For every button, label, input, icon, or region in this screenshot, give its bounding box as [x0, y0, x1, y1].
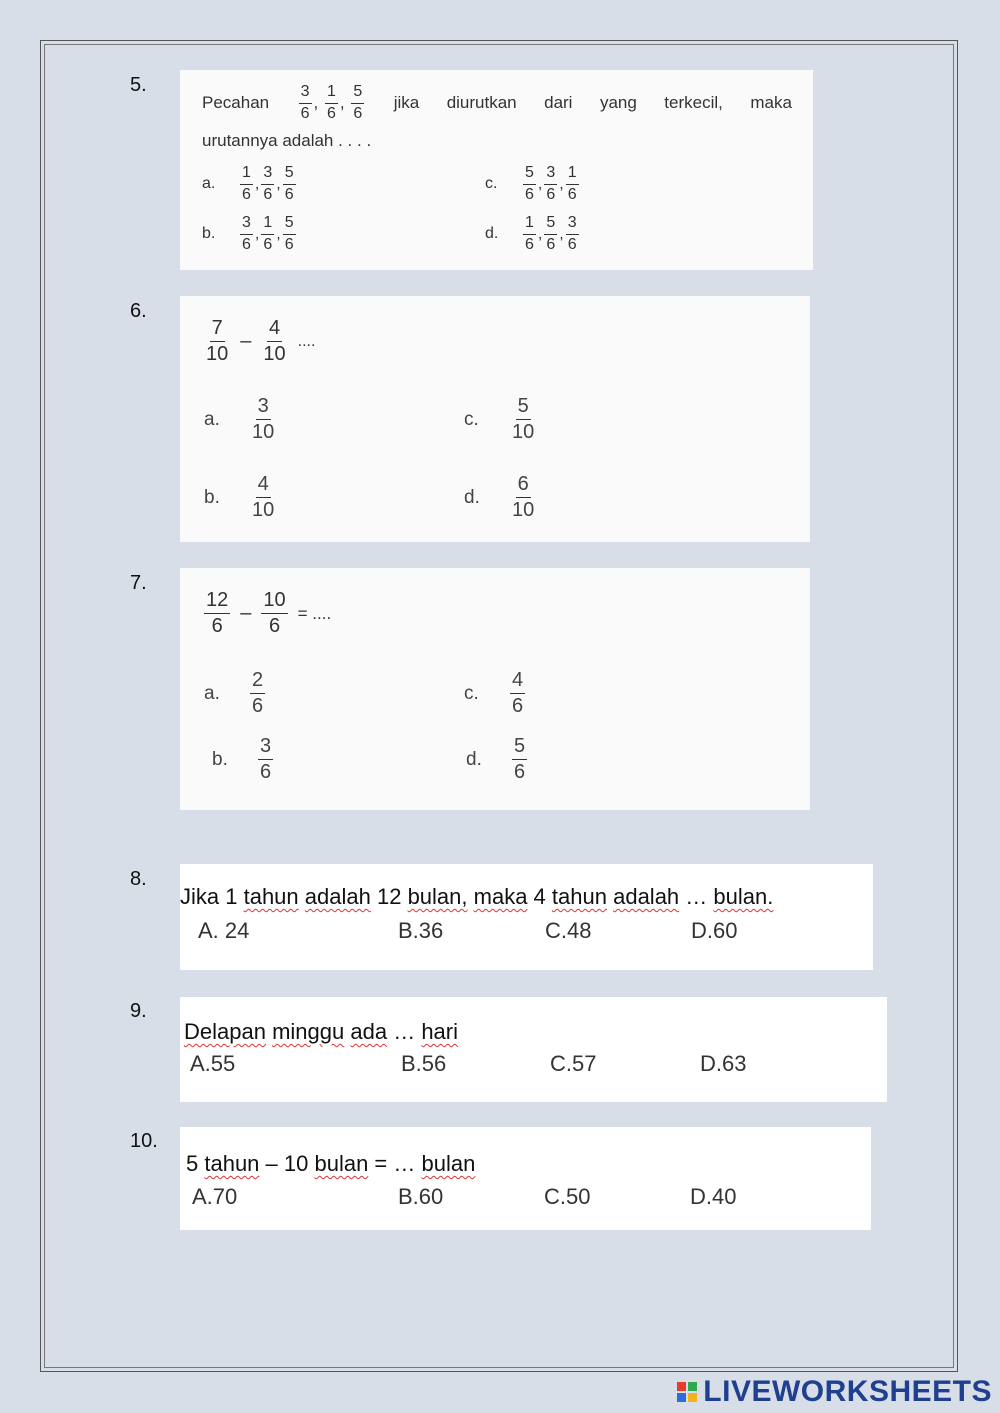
fraction: $\frac{7}{10}$	[206, 317, 229, 365]
choice-d[interactable]: D.60	[691, 918, 738, 943]
q5-word: diurutkan	[446, 93, 517, 113]
q5-word: terkecil,	[664, 93, 723, 113]
option-a[interactable]: a. $\frac{1}{6}$ , $\frac{3}{6}$ , $\frac{5}{6}$	[202, 164, 294, 203]
question-number-10: 10.	[130, 1130, 158, 1152]
choice-a[interactable]: A.55	[190, 1051, 236, 1076]
icon-square	[677, 1393, 686, 1402]
question-number-9: 9.	[130, 1000, 147, 1022]
question-10-text: 5 tahun – 10 bulan = … bulan	[186, 1151, 476, 1176]
choice-d[interactable]: D.40	[690, 1184, 737, 1209]
option-b[interactable]: b. $\frac{3}{6}$	[212, 735, 272, 783]
question-5-card	[180, 70, 813, 270]
brand-name: LIVEWORKSHEETS	[703, 1375, 992, 1408]
choice-a[interactable]: A.70	[192, 1184, 238, 1209]
question-5-stem	[202, 84, 792, 151]
question-6-expression: $\frac{7}{10}$ – $\frac{4}{10}$ ....	[206, 317, 316, 365]
fraction: $\frac{12}{6}$	[206, 589, 229, 637]
choice-c[interactable]: C.57	[550, 1051, 597, 1076]
choice-d[interactable]: D.63	[700, 1051, 747, 1076]
q5-word: Pecahan	[202, 93, 270, 113]
fraction: $\frac{1}{6}$	[326, 83, 336, 122]
question-9-card	[180, 997, 887, 1102]
option-d[interactable]: d. $\frac{6}{10}$	[464, 473, 535, 521]
option-a[interactable]: a. $\frac{2}{6}$	[204, 669, 264, 717]
option-d[interactable]: d. $\frac{5}{6}$	[466, 735, 526, 783]
q5-word: jika	[393, 93, 420, 113]
option-c[interactable]: c. $\frac{5}{6}$ , $\frac{3}{6}$ , $\frac{1}{6}$	[485, 164, 577, 203]
choice-a[interactable]: A. 24	[198, 918, 250, 943]
question-number-7: 7.	[130, 572, 147, 594]
q5-word: maka	[750, 93, 792, 113]
question-number-5: 5.	[130, 74, 147, 96]
option-c[interactable]: c. $\frac{4}{6}$	[464, 669, 524, 717]
icon-square	[688, 1382, 697, 1391]
liveworksheets-logo	[677, 1375, 992, 1409]
option-b[interactable]: b. $\frac{3}{6}$ , $\frac{1}{6}$ , $\frac{5}{6}$	[202, 214, 294, 253]
q5-word: yang	[599, 93, 637, 113]
fraction: $\frac{4}{10}$	[263, 317, 286, 365]
fraction: $\frac{3}{6}$	[300, 83, 310, 122]
icon-square	[688, 1393, 697, 1402]
option-c[interactable]: c. $\frac{5}{10}$	[464, 395, 535, 443]
icon-square	[677, 1382, 686, 1391]
fraction: $\frac{5}{6}$	[353, 83, 363, 122]
option-a[interactable]: a. $\frac{3}{10}$	[204, 395, 275, 443]
question-8-card	[180, 864, 873, 970]
choice-b[interactable]: B.36	[398, 918, 444, 943]
question-10-card	[180, 1127, 871, 1230]
fraction: $\frac{10}{6}$	[263, 589, 286, 637]
choice-b[interactable]: B.60	[398, 1184, 444, 1209]
choice-b[interactable]: B.56	[401, 1051, 447, 1076]
q5-word: dari	[544, 93, 573, 113]
q5-stem-fractions: $\frac{3}{6}$ , $\frac{1}{6}$ , $\frac{5}{6}$	[300, 83, 363, 122]
question-7-card	[180, 568, 810, 810]
question-number-6: 6.	[130, 300, 147, 322]
option-b[interactable]: b. $\frac{4}{10}$	[204, 473, 275, 521]
question-8-text: Jika 1 tahun adalah 12 bulan, maka 4 tahun adalah … bulan.	[180, 884, 774, 909]
question-6-card	[180, 296, 810, 542]
liveworksheets-icon	[677, 1382, 697, 1402]
choice-c[interactable]: C.48	[545, 918, 592, 943]
option-d[interactable]: d. $\frac{1}{6}$ , $\frac{5}{6}$ , $\frac{3}{6}$	[485, 214, 577, 253]
question-9-text: Delapan minggu ada … hari	[184, 1019, 458, 1044]
question-number-8: 8.	[130, 868, 147, 890]
question-7-expression: $\frac{12}{6}$ – $\frac{10}{6}$ = ....	[206, 589, 332, 637]
question-5-line2: urutannya adalah . . . .	[202, 130, 372, 150]
choice-c[interactable]: C.50	[544, 1184, 591, 1209]
